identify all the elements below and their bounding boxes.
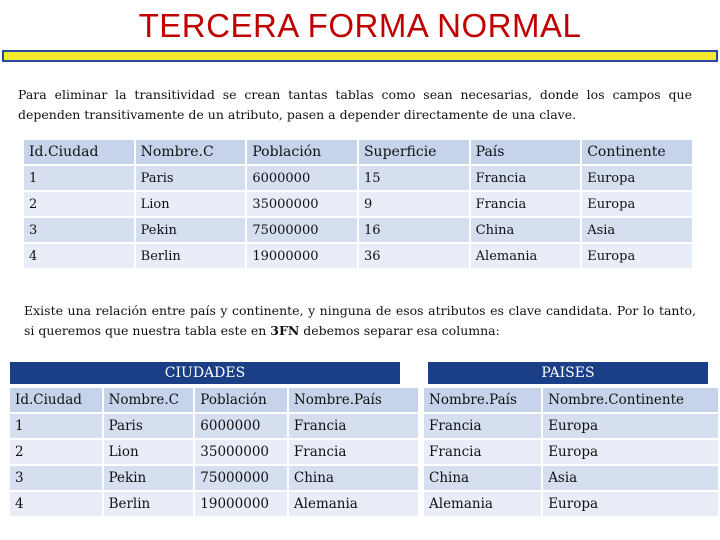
table-cell: China <box>289 466 418 490</box>
table-cell: 36 <box>359 244 469 268</box>
table-row <box>10 492 418 516</box>
table-row <box>10 466 418 490</box>
table-cell: 6000000 <box>195 414 287 438</box>
explanation-paragraph <box>24 301 696 341</box>
table-cell: 35000000 <box>195 440 287 464</box>
column-header: Nombre.País <box>289 388 418 412</box>
table-row <box>24 192 692 216</box>
explanation-text-start: Existe una relación entre país y continente, y ninguna de esos atributos es clave candidata. Por lo tanto, si queremos que nuestra tabla este en <box>24 302 696 338</box>
table-cell: 19000000 <box>247 244 357 268</box>
ciudades-table <box>8 386 420 518</box>
explanation-text-end: debemos separar esa columna: <box>299 322 500 338</box>
table-cell: 2 <box>10 440 102 464</box>
column-header: Población <box>195 388 287 412</box>
table-cell: Francia <box>424 414 541 438</box>
main_table-header-row <box>24 140 692 164</box>
table-row <box>424 492 718 516</box>
column-header: Nombre.País <box>424 388 541 412</box>
table-cell: Lion <box>104 440 194 464</box>
table-cell: Lion <box>136 192 246 216</box>
table-cell: 75000000 <box>195 466 287 490</box>
table-cell: Alemania <box>471 244 581 268</box>
table-row <box>24 244 692 268</box>
column-header: Id.Ciudad <box>24 140 134 164</box>
table-row <box>424 466 718 490</box>
table-cell: Berlin <box>136 244 246 268</box>
table-cell: 4 <box>24 244 134 268</box>
table-cell: Europa <box>543 492 718 516</box>
table-cell: Europa <box>543 440 718 464</box>
table-cell: 16 <box>359 218 469 242</box>
intro-paragraph: Para eliminar la transitividad se crean tantas tablas como sean necesarias, donde los campos que dependen transitivamente de un atributo, pasen a depender directamente de una clave. <box>18 86 692 122</box>
paises-header-row <box>424 388 718 412</box>
table-cell: Europa <box>582 192 692 216</box>
table-cell: 1 <box>24 166 134 190</box>
table-cell: Francia <box>424 440 541 464</box>
ciudades-caption: CIUDADES <box>10 362 400 384</box>
table-row <box>10 414 418 438</box>
ciudades-header-row <box>10 388 418 412</box>
table-cell: 75000000 <box>247 218 357 242</box>
table-cell: Francia <box>289 414 418 438</box>
column-header: Nombre.Continente <box>543 388 718 412</box>
table-cell: Alemania <box>424 492 541 516</box>
table-cell: Asia <box>582 218 692 242</box>
column-header: País <box>471 140 581 164</box>
paises-table <box>422 386 720 518</box>
table-cell: Europa <box>543 414 718 438</box>
table-cell: Paris <box>104 414 194 438</box>
table-cell: China <box>471 218 581 242</box>
table-cell: 4 <box>10 492 102 516</box>
table-cell: 15 <box>359 166 469 190</box>
table-cell: Pekin <box>104 466 194 490</box>
table-cell: Francia <box>471 192 581 216</box>
table-row <box>424 414 718 438</box>
table-cell: China <box>424 466 541 490</box>
table-cell: 3 <box>10 466 102 490</box>
title-underline-bar <box>2 50 718 62</box>
main-table <box>22 138 694 270</box>
table-cell: Europa <box>582 166 692 190</box>
column-header: Nombre.C <box>104 388 194 412</box>
table-cell: 1 <box>10 414 102 438</box>
table-cell: Francia <box>289 440 418 464</box>
explanation-bold-3fn: 3FN <box>270 322 300 338</box>
table-cell: Pekin <box>136 218 246 242</box>
table-cell: Francia <box>471 166 581 190</box>
table-cell: 9 <box>359 192 469 216</box>
table-cell: Berlin <box>104 492 194 516</box>
table-cell: 2 <box>24 192 134 216</box>
column-header: Nombre.C <box>136 140 246 164</box>
table-row <box>10 440 418 464</box>
table-row <box>24 218 692 242</box>
table-cell: Asia <box>543 466 718 490</box>
table-cell: Europa <box>582 244 692 268</box>
table-cell: 6000000 <box>247 166 357 190</box>
column-header: Población <box>247 140 357 164</box>
column-header: Id.Ciudad <box>10 388 102 412</box>
page-title: TERCERA FORMA NORMAL <box>138 7 582 44</box>
paises-caption: PAISES <box>428 362 708 384</box>
table-cell: 35000000 <box>247 192 357 216</box>
table-cell: 3 <box>24 218 134 242</box>
column-header: Superficie <box>359 140 469 164</box>
column-header: Continente <box>582 140 692 164</box>
table-cell: Alemania <box>289 492 418 516</box>
table-row <box>24 166 692 190</box>
table-row <box>424 440 718 464</box>
table-cell: 19000000 <box>195 492 287 516</box>
table-cell: Paris <box>136 166 246 190</box>
